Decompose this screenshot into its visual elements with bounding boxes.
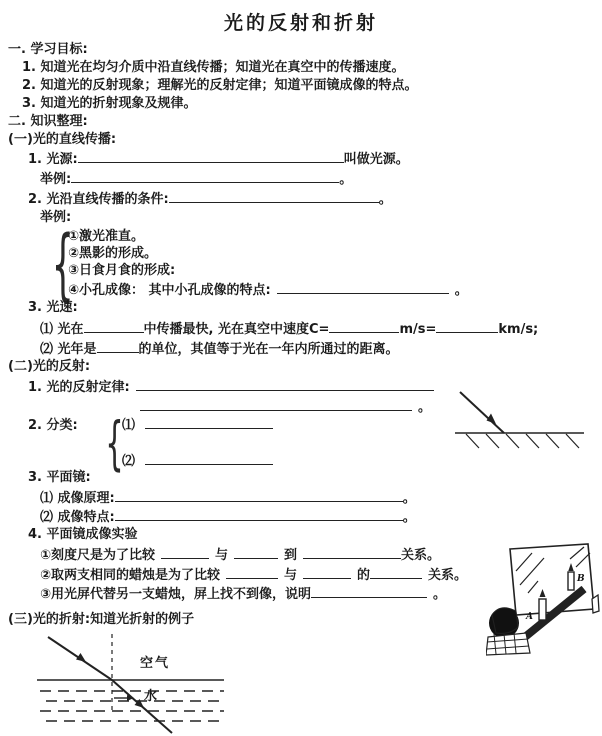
speed2-a: ⑵ 光年是 xyxy=(40,342,97,357)
answer-blank xyxy=(78,150,344,163)
reflection-law-label: 1. 光的反射定律: xyxy=(28,380,130,395)
mirror-heading: 3. 平面镜: xyxy=(28,470,91,485)
condition-line xyxy=(28,190,392,208)
answer-blank xyxy=(436,320,498,333)
speed1-b: 中传播最快, 光在真空中速度C= xyxy=(143,322,330,337)
answer-blank xyxy=(140,398,412,411)
answer-blank xyxy=(234,546,278,559)
class-item2-marker: ⑵ xyxy=(122,454,136,469)
speed2-b: 的单位，其值等于光在一年内所通过的距离。 xyxy=(138,342,399,357)
part3-heading: (三)光的折射:知道光折射的例子 xyxy=(8,612,195,627)
e3-a: ③用光屏代替另一支蜡烛，屏上找不到像，说明 xyxy=(40,587,312,602)
speed1-c: m/s= xyxy=(399,322,437,337)
speed1-a: ⑴ 光在 xyxy=(40,322,84,337)
period-mark: 。 xyxy=(418,400,432,415)
answer-blank xyxy=(84,320,144,333)
mirror-hatch xyxy=(566,434,579,448)
e1-c: 到 xyxy=(284,548,298,563)
goal-item-1: 1. 知道光在均匀介质中沿直线传播；知道光在真空中的传播速度。 xyxy=(22,60,405,75)
answer-blank xyxy=(303,546,401,559)
mirror-hatch xyxy=(546,434,559,448)
answer-blank xyxy=(145,452,273,465)
candle-b-label: B xyxy=(577,574,585,584)
candle-b xyxy=(568,572,574,590)
experiment-line-1 xyxy=(40,546,440,564)
refraction-diagram xyxy=(32,630,242,734)
speed1-d: km/s; xyxy=(498,322,539,337)
experiment-line-3 xyxy=(40,585,446,603)
answer-blank xyxy=(136,378,434,391)
mirror-hatch xyxy=(486,434,499,448)
answer-blank xyxy=(311,585,427,598)
reflection-law-line-2 xyxy=(140,398,431,416)
e3-b: 。 xyxy=(433,587,447,602)
answer-blank xyxy=(115,489,403,502)
answer-blank xyxy=(145,416,273,429)
goals-heading: 一. 学习目标: xyxy=(8,42,88,57)
page-title: 光的反射和折射 xyxy=(223,12,378,34)
answer-blank xyxy=(303,566,351,579)
example-item-3: ③日食月食的形成: xyxy=(68,263,176,278)
answer-blank xyxy=(370,566,422,579)
glass-edge-tab xyxy=(592,595,599,613)
class-item1-marker: ⑴ xyxy=(122,418,136,433)
mirror-hatch xyxy=(526,434,539,448)
brace-left: { xyxy=(105,409,124,477)
period-mark: 。 xyxy=(454,283,468,298)
part2-heading: (二)光的反射: xyxy=(8,359,91,374)
candle-a xyxy=(539,599,546,620)
part1-heading: (一)光的直线传播: xyxy=(8,132,117,147)
condition-label: 2. 光沿直线传播的条件: xyxy=(28,192,169,207)
observer-shirt xyxy=(486,633,530,655)
example-item-1: ①激光准直。 xyxy=(68,229,145,244)
reflection-diagram xyxy=(452,388,588,458)
example-label: 举例: xyxy=(40,172,72,187)
incident-ray-arrowhead xyxy=(76,653,86,662)
goal-item-3: 3. 知道光的折射现象及规律。 xyxy=(22,96,197,111)
example-item-4-text: ④小孔成像： 其中小孔成像的特点: xyxy=(68,283,271,298)
experiment-heading: 4. 平面镜成像实验 xyxy=(28,527,138,542)
period-mark: 。 xyxy=(402,491,416,506)
speed-line-1 xyxy=(40,320,538,338)
answer-blank xyxy=(226,566,278,579)
answer-blank xyxy=(71,170,339,183)
candle-a-label: A xyxy=(526,612,533,622)
example-line-1 xyxy=(40,170,352,188)
mirror-hatch xyxy=(466,434,479,448)
imaging-feature-label: ⑵ 成像特点: xyxy=(40,510,115,525)
classification-label: 2. 分类: xyxy=(28,418,78,433)
period-mark: 。 xyxy=(402,510,416,525)
light-source-suffix: 叫做光源。 xyxy=(343,152,409,167)
period-mark: 。 xyxy=(378,192,392,207)
reflection-law-line xyxy=(28,378,434,396)
e2-c: 的 xyxy=(357,568,371,583)
answer-blank xyxy=(329,320,399,333)
answer-blank xyxy=(161,546,209,559)
speed-line-2 xyxy=(40,340,399,358)
e2-b: 与 xyxy=(284,568,298,583)
brace-left: { xyxy=(51,220,74,310)
classification-item-1 xyxy=(122,416,273,434)
example-label-2: 举例: xyxy=(40,210,72,225)
light-source-line xyxy=(28,150,409,168)
speed-heading: 3. 光速: xyxy=(28,300,78,315)
example-item-4 xyxy=(68,281,468,299)
light-source-label: 1. 光源: xyxy=(28,152,78,167)
mirror-hatch xyxy=(506,434,519,448)
e1-d: 关系。 xyxy=(401,548,441,563)
answer-blank xyxy=(97,340,139,353)
e1-b: 与 xyxy=(215,548,229,563)
e1-a: ①刻度尺是为了比较 xyxy=(40,548,156,563)
goal-item-2: 2. 知道光的反射现象；理解光的反射定律；知道平面镜成像的特点。 xyxy=(22,78,418,93)
water-label: 水 xyxy=(144,689,160,704)
experiment-line-2 xyxy=(40,566,467,584)
imaging-principle-line xyxy=(40,489,416,507)
incident-ray xyxy=(460,392,504,433)
answer-blank xyxy=(115,508,403,521)
classification-item-2 xyxy=(122,452,273,470)
imaging-principle-label: ⑴ 成像原理: xyxy=(40,491,115,506)
mirror-experiment-picture xyxy=(486,541,602,659)
e2-d: 关系。 xyxy=(428,568,468,583)
example-item-2: ②黑影的形成。 xyxy=(68,246,158,261)
knowledge-heading: 二. 知识整理: xyxy=(8,114,88,129)
e2-a: ②取两支相同的蜡烛是为了比较 xyxy=(40,568,221,583)
observer-hair xyxy=(492,608,518,634)
answer-blank xyxy=(169,190,379,203)
air-label: 空气 xyxy=(140,656,171,671)
imaging-feature-line xyxy=(40,508,416,526)
answer-blank xyxy=(277,281,449,294)
period-mark: 。 xyxy=(339,172,353,187)
